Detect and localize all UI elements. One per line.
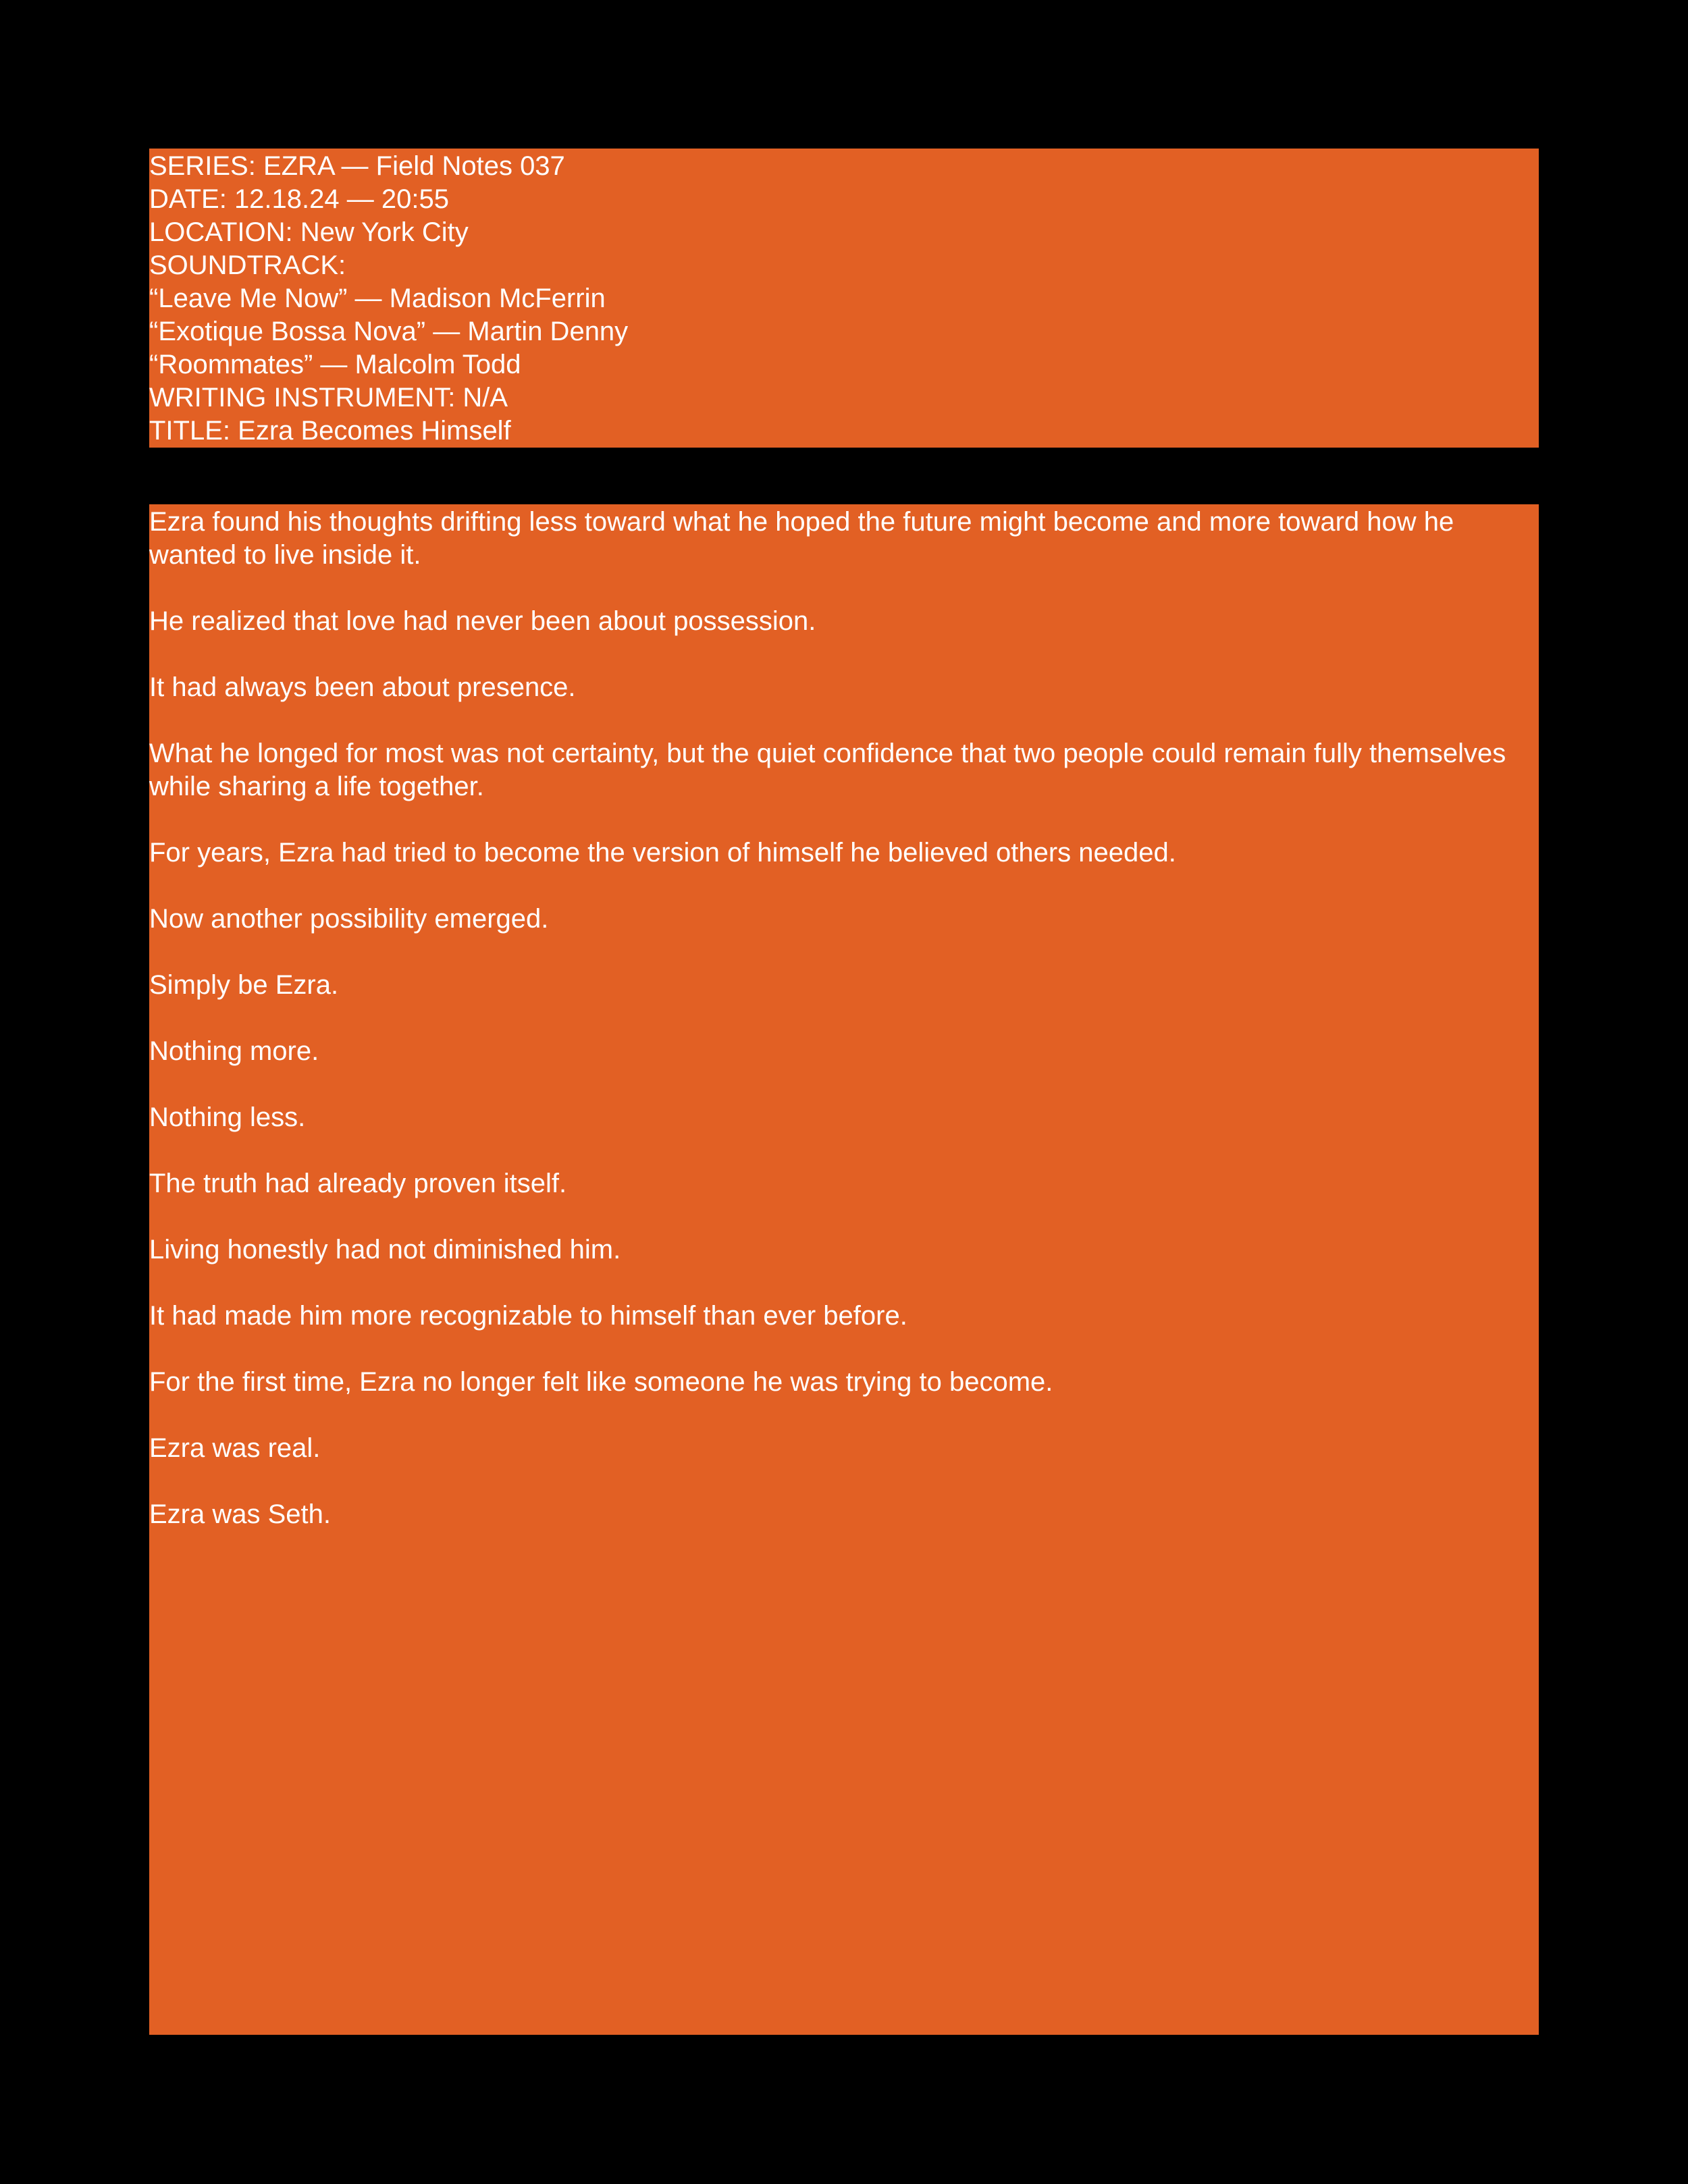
story-panel <box>149 504 1539 2035</box>
paragraph: The truth had already proven itself. <box>149 1169 567 1198</box>
soundtrack-item: “Roommates” — Malcolm Todd <box>149 350 521 379</box>
paragraph: It had made him more recognizable to himself than ever before. <box>149 1301 907 1331</box>
soundtrack-item: “Exotique Bossa Nova” — Martin Denny <box>149 317 629 346</box>
title-line: TITLE: Ezra Becomes Himself <box>149 416 511 446</box>
soundtrack-item: “Leave Me Now” — Madison McFerrin <box>149 284 606 313</box>
writing-instrument-line: WRITING INSTRUMENT: N/A <box>149 383 508 412</box>
paragraph: He realized that love had never been about possession. <box>149 606 816 636</box>
date-line: DATE: 12.18.24 — 20:55 <box>149 184 449 214</box>
paragraph: Nothing less. <box>149 1102 306 1132</box>
metadata-panel <box>149 149 1539 448</box>
paragraph: Ezra found his thoughts drifting less toward what he hoped the future might become and more toward how he wanted to live inside it. <box>149 507 1454 570</box>
series-line: SERIES: EZRA — Field Notes 037 <box>149 151 565 181</box>
location-line: LOCATION: New York City <box>149 217 469 247</box>
paragraph: Now another possibility emerged. <box>149 904 549 934</box>
paragraph: Ezra was Seth. <box>149 1499 332 1529</box>
paragraph: What he longed for most was not certainty, but the quiet confidence that two people could remain fully themselves while sharing a life together. <box>149 739 1506 801</box>
paragraph: It had always been about presence. <box>149 672 576 702</box>
paragraph: For years, Ezra had tried to become the version of himself he believed others needed. <box>149 838 1176 868</box>
soundtrack-label: SOUNDTRACK: <box>149 250 346 280</box>
paragraph: For the first time, Ezra no longer felt like someone he was trying to become. <box>149 1367 1053 1397</box>
paragraph: Nothing more. <box>149 1036 319 1066</box>
paragraph: Living honestly had not diminished him. <box>149 1235 621 1264</box>
paragraph: Ezra was real. <box>149 1433 321 1463</box>
paragraph: Simply be Ezra. <box>149 970 339 1000</box>
